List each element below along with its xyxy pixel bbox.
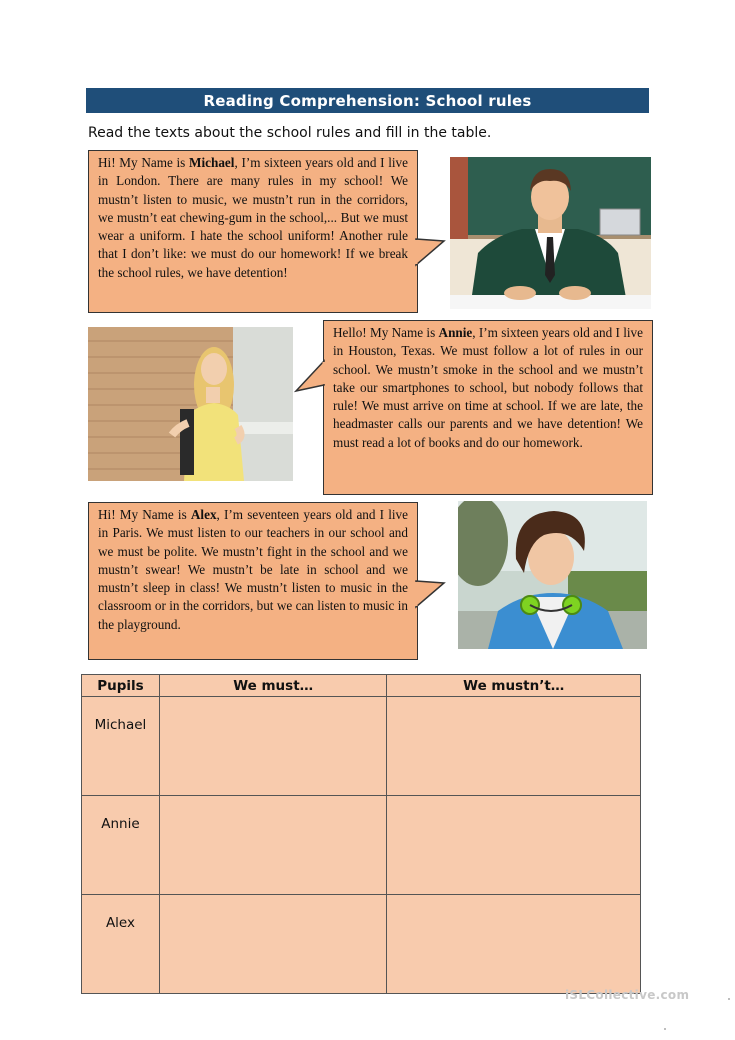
bubble-intro: Hi! My Name is: [98, 507, 191, 522]
mustnt-answer-cell[interactable]: [387, 796, 641, 895]
pupil-cell: Michael: [82, 697, 160, 796]
mustnt-answer-cell[interactable]: [387, 697, 641, 796]
decorative-dot: [728, 998, 730, 1000]
table-row: [82, 697, 641, 796]
watermark: iSLCollective.com: [565, 988, 690, 1002]
pupil-cell: Alex: [82, 895, 160, 994]
pupil-name: Michael: [189, 155, 235, 170]
header-we-mustnt: We mustn’t…: [387, 675, 641, 697]
must-answer-cell[interactable]: [159, 895, 387, 994]
text-bubble-annie: [323, 320, 653, 495]
speech-tail-right: [416, 581, 446, 621]
text-bubble-michael: [88, 150, 418, 313]
pupil-name: Alex: [190, 507, 217, 522]
photo-michael: [450, 157, 651, 309]
bubble-intro: Hello! My Name is: [333, 325, 439, 340]
pupil-cell: Annie: [82, 796, 160, 895]
must-answer-cell[interactable]: [159, 697, 387, 796]
header-pupils: Pupils: [82, 675, 160, 697]
photo-annie: [88, 327, 293, 481]
text-bubble-alex: [88, 502, 418, 660]
answer-table: [81, 674, 641, 994]
table-header-row: [82, 675, 641, 697]
worksheet-title: Reading Comprehension: School rules: [86, 88, 649, 113]
pupil-name: Annie: [438, 325, 473, 340]
photo-alex: [458, 501, 647, 649]
header-we-must: We must…: [159, 675, 387, 697]
bubble-intro: Hi! My Name is: [98, 155, 190, 170]
speech-tail-left: [296, 361, 326, 401]
bubble-body: , I’m sixteen years old and I live in London. There are many rules in my school! We mustn’t listen to music, we mustn’t run in the corridors, we mustn’t eat chewing-gum in the school,... But we must wear a uniform. I hate the school uniform! Another rule that I don’t like: we must do our homework! If we break the school rules, we have detention!: [98, 155, 408, 280]
must-answer-cell[interactable]: [159, 796, 387, 895]
mustnt-answer-cell[interactable]: [387, 895, 641, 994]
bubble-body: , I’m seventeen years old and I live in Paris. We must listen to our teachers in our school and we must be polite. We mustn’t fight in the school and we mustn’t swear! We mustn’t be late in school and we mustn’t sleep in class! We mustn’t listen to music in the classroom or in the corridors, but we can listen to music in the playground.: [98, 507, 408, 632]
bubble-body: , I’m sixteen years old and I live in Houston, Texas. We must follow a lot of rules in our school. We mustn’t smoke in the school and we mustn’t take our smartphones to school, but nobody follows that rule! We must arrive on time at school. If we are late, the headmaster calls our parents and we have detention! We must read a lot of books and do our homework.: [333, 325, 644, 450]
decorative-dot: [664, 1028, 666, 1030]
speech-tail-right: [416, 239, 446, 279]
instructions: Read the texts about the school rules and fill in the table.: [88, 125, 492, 141]
table-row: [82, 796, 641, 895]
table-row: [82, 895, 641, 994]
